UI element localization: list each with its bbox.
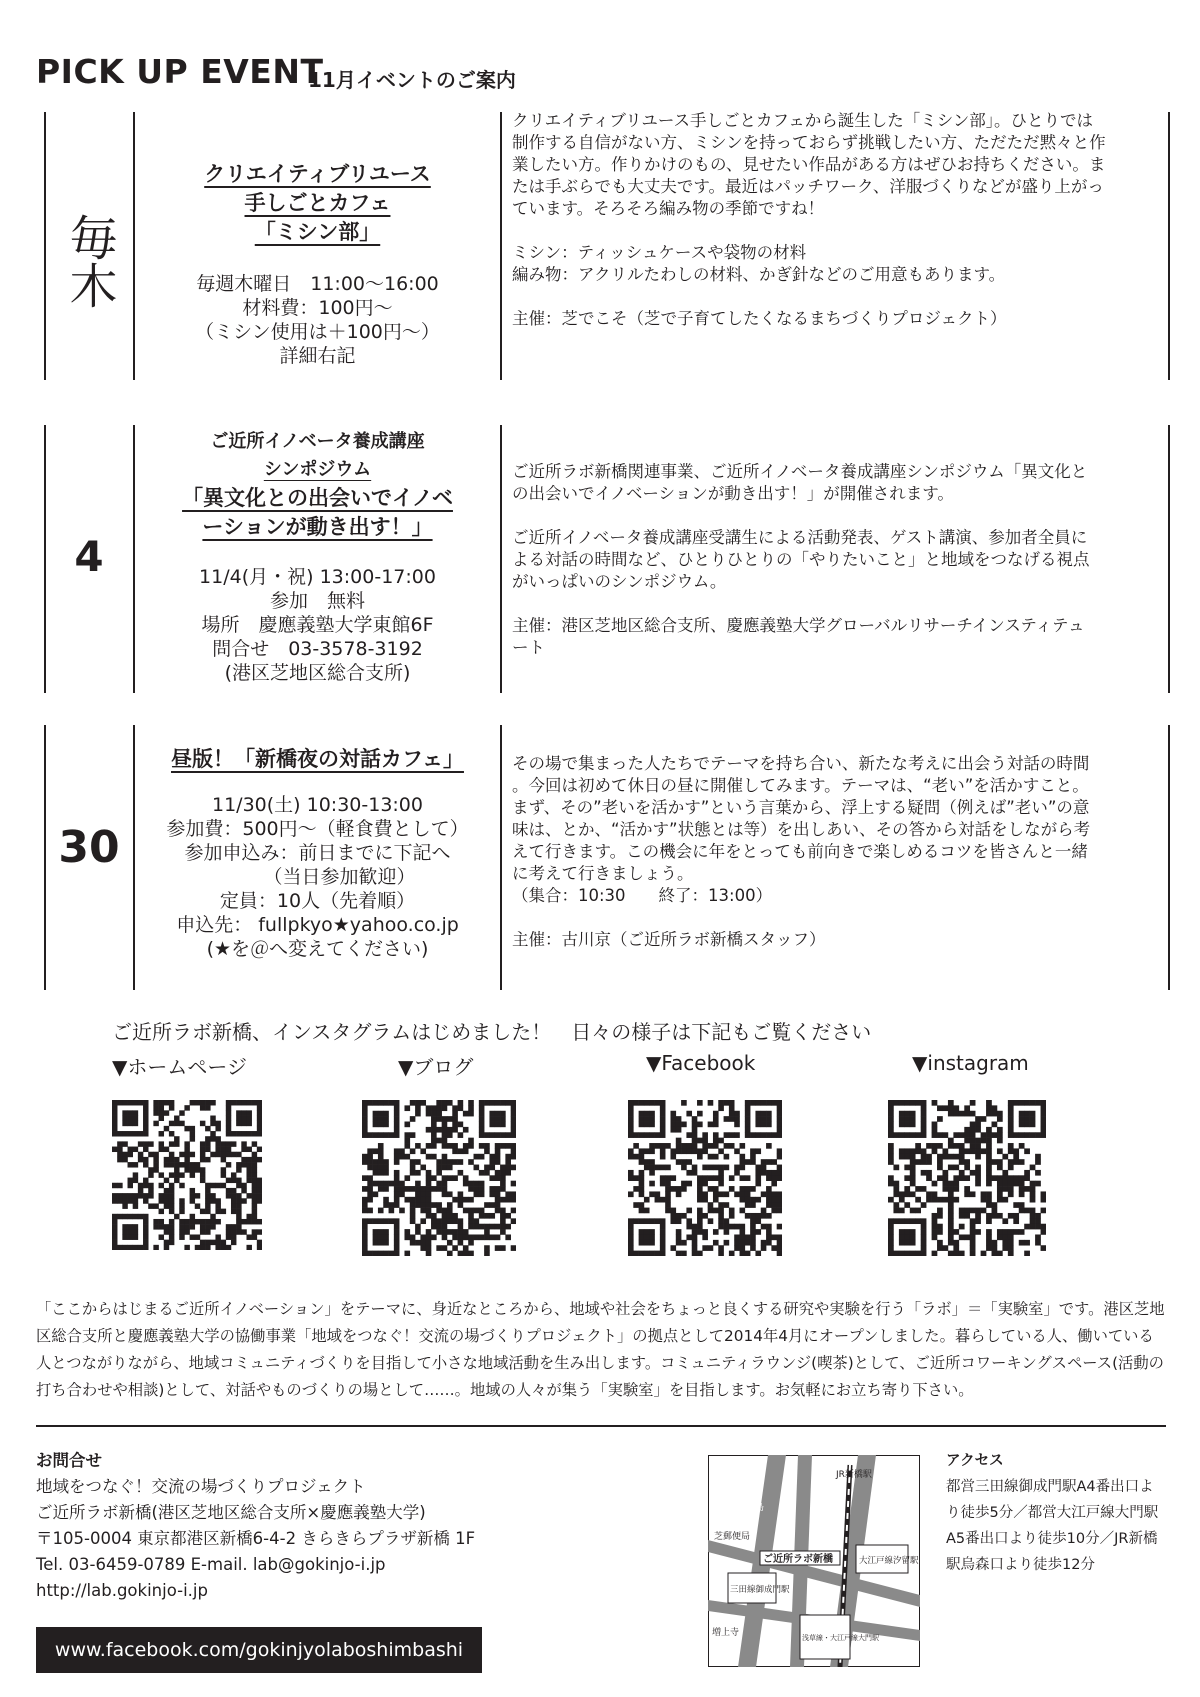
map-label-zojoji: 増上寺 <box>712 1628 740 1638</box>
event-title-main: 「異文化との出会いでイノベ ーションが動き出す！」 <box>182 486 453 539</box>
event-title: 昼版！「新橋夜の対話カフェ」 <box>171 747 464 771</box>
contact-phone-email[interactable]: Tel. 03-6459-0789 E-mail. lab@gokinjo-i.jp <box>36 1555 386 1574</box>
facebook-url-banner[interactable]: www.facebook.com/gokinjyolaboshimbashi <box>36 1627 482 1673</box>
event-info: 毎週木曜日 11:00〜16:00 材料費：100円〜 （ミシン使用は＋100円〜） 詳細右記 <box>195 273 440 367</box>
facebook-qr-code[interactable] <box>628 1100 782 1256</box>
event-info: 11/30(土) 10:30-13:00 参加費：500円〜（軽食費として） 参加申込み：前日までに下記へ （当日参加歓迎） 定員：10人（先着順） 申込先： fullpkyo★yahoo.co.jp (★を＠へ変えてください) <box>166 794 469 960</box>
map-label-kamijima: 上島 <box>746 1503 765 1513</box>
event-date: 毎木 <box>61 213 117 309</box>
event-date: 4 <box>74 532 104 581</box>
page-title: PICK UP EVENT <box>36 52 324 91</box>
event-description: クリエイティブリユース手しごとカフェから誕生した「ミシン部」。ひとりでは 制作する自信がない方、ミシンを持っておらず挑戦したい方、ただただ黙々と作 業したい方。作りかけのもの、見せたい作品がある方はぜひお持ちください。ま たは手ぶらでも大丈夫です。最近はパッチワーク、洋服づくりなどが盛り上がっ ています。そろそろ編み物の季節ですね！ ミシン：ティッシュケースや袋物の材料 編み物：アクリルたわしの材料、かぎ針などのご用意もあります。 主催：芝でこそ（芝で子育てしたくなるまちづくりプロジェクト） <box>512 111 1106 328</box>
map-label-asakusa: 浅草線・大江戸線大門駅 <box>802 1634 879 1642</box>
map-label-lab: ご近所ラボ新橋 <box>763 1554 833 1565</box>
contact-url[interactable]: http://lab.gokinjo-i.jp <box>36 1581 208 1600</box>
page-subtitle: 11月イベントのご案内 <box>308 68 516 92</box>
map-label-post: 芝郵便局 <box>714 1532 751 1542</box>
homepage-qr-code[interactable] <box>112 1100 262 1250</box>
contact-address: 〒105-0004 東京都港区新橋6-4-2 きらきらプラザ新橋 1F <box>36 1529 476 1548</box>
event-description: その場で集まった人たちでテーマを持ち合い、新たな考えに出会う対話の時間 。今回は初めて休日の昼に開催してみます。テーマは、“老い”を活かすこと。 まず、その”老いを活かす”という言葉から、浮上する疑問（例えば”老い”の意 味は、とか、“活かす”状態とは等）を出しあい、その答から対話をしながら考 えて行きます。この機会に年をとっても前向きで楽しめるコツを皆さんと一緒 に考えて行きましょう。 （集合：10:30 終了：13:00） 主催：古川京（ご近所ラボ新橋スタッフ） <box>512 754 1091 949</box>
access-line: り徒歩5分／都営大江戸線大門駅 <box>946 1505 1159 1521</box>
about-text: 「ここからはじまるご近所イノベーション」をテーマに、身近なところから、地域や社会をちょっと良くする研究や実験を行う「ラボ」＝「実験室」です。港区芝地区総合支所と慶應義塾大学の協働事業「地域をつなぐ！交流の場づくりプロジェクト」の拠点として2014年4月にオープンしました。暮らしている人、働いている人とつながりながら、地域コミュニティづくりを目指して小さな地域活動を生み出します。コミュニティラウンジ(喫茶)として、ご近所コワーキングスペース(活動の打ち合わせや相談)として、対話やものづくりの場として……。地域の人々が集う「実験室」を目指します。お気軽にお立ち寄り下さい。 <box>36 1300 1165 1399</box>
homepage-link-label[interactable]: ▼ホームページ <box>112 1055 247 1079</box>
event-description: ご近所ラボ新橋関連事業、ご近所イノベータ養成講座シンポジウム「異文化と の出会いでイノベーションが動き出す！」が開催されます。 ご近所イノベータ養成講座受講生による活動発表、ゲスト講演、参加者全員に よる対話の時間など、ひとりひとりの「やりたいこと」と地域をつなげる視点 がいっぱいのシンポジウム。 主催：港区芝地区総合支所、慶應義塾大学グローバルリサーチインスティテュ ート <box>512 462 1090 657</box>
access-line: 駅烏森口より徒歩12分 <box>946 1557 1095 1573</box>
map-label-oedo: 大江戸線汐留駅 <box>859 1556 919 1566</box>
contact-line: 地域をつなぐ！交流の場づくりプロジェクト <box>36 1477 366 1496</box>
instagram-qr-code[interactable] <box>888 1100 1046 1256</box>
map-label-jr: JR新橋駅 <box>836 1470 872 1480</box>
event-date: 30 <box>58 822 120 873</box>
access-block <box>946 1448 1166 1578</box>
contact-heading: お問合せ <box>36 1451 102 1470</box>
divider <box>36 1425 1166 1427</box>
instagram-link-label[interactable]: ▼instagram <box>912 1051 1029 1075</box>
access-line: A5番出口より徒歩10分／JR新橋 <box>946 1531 1158 1547</box>
facebook-link-label[interactable]: ▼Facebook <box>646 1051 756 1075</box>
blog-link-label[interactable]: ▼ブログ <box>398 1055 474 1079</box>
social-intro: ご近所ラボ新橋、インスタグラムはじめました！ 日々の様子は下記もご覧ください <box>112 1020 872 1044</box>
contact-line: ご近所ラボ新橋(港区芝地区総合支所×慶應義塾大学) <box>36 1503 426 1522</box>
access-map <box>708 1455 920 1667</box>
contact-block <box>36 1448 475 1604</box>
map-label-mita: 三田線御成門駅 <box>730 1585 790 1595</box>
access-line: 都営三田線御成門駅A4番出口よ <box>946 1479 1154 1495</box>
blog-qr-code[interactable] <box>362 1100 516 1256</box>
access-heading: アクセス <box>946 1453 1004 1469</box>
event-info: 11/4(月・祝) 13:00-17:00 参加 無料 場所 慶應義塾大学東館6F 問合せ 03-3578-3192 (港区芝地区総合支所) <box>199 566 436 684</box>
event-title: クリエイティブリユース 手しごとカフェ 「ミシン部」 <box>204 162 431 244</box>
event-title: ご近所イノベータ養成講座 シンポジウム <box>210 431 425 480</box>
